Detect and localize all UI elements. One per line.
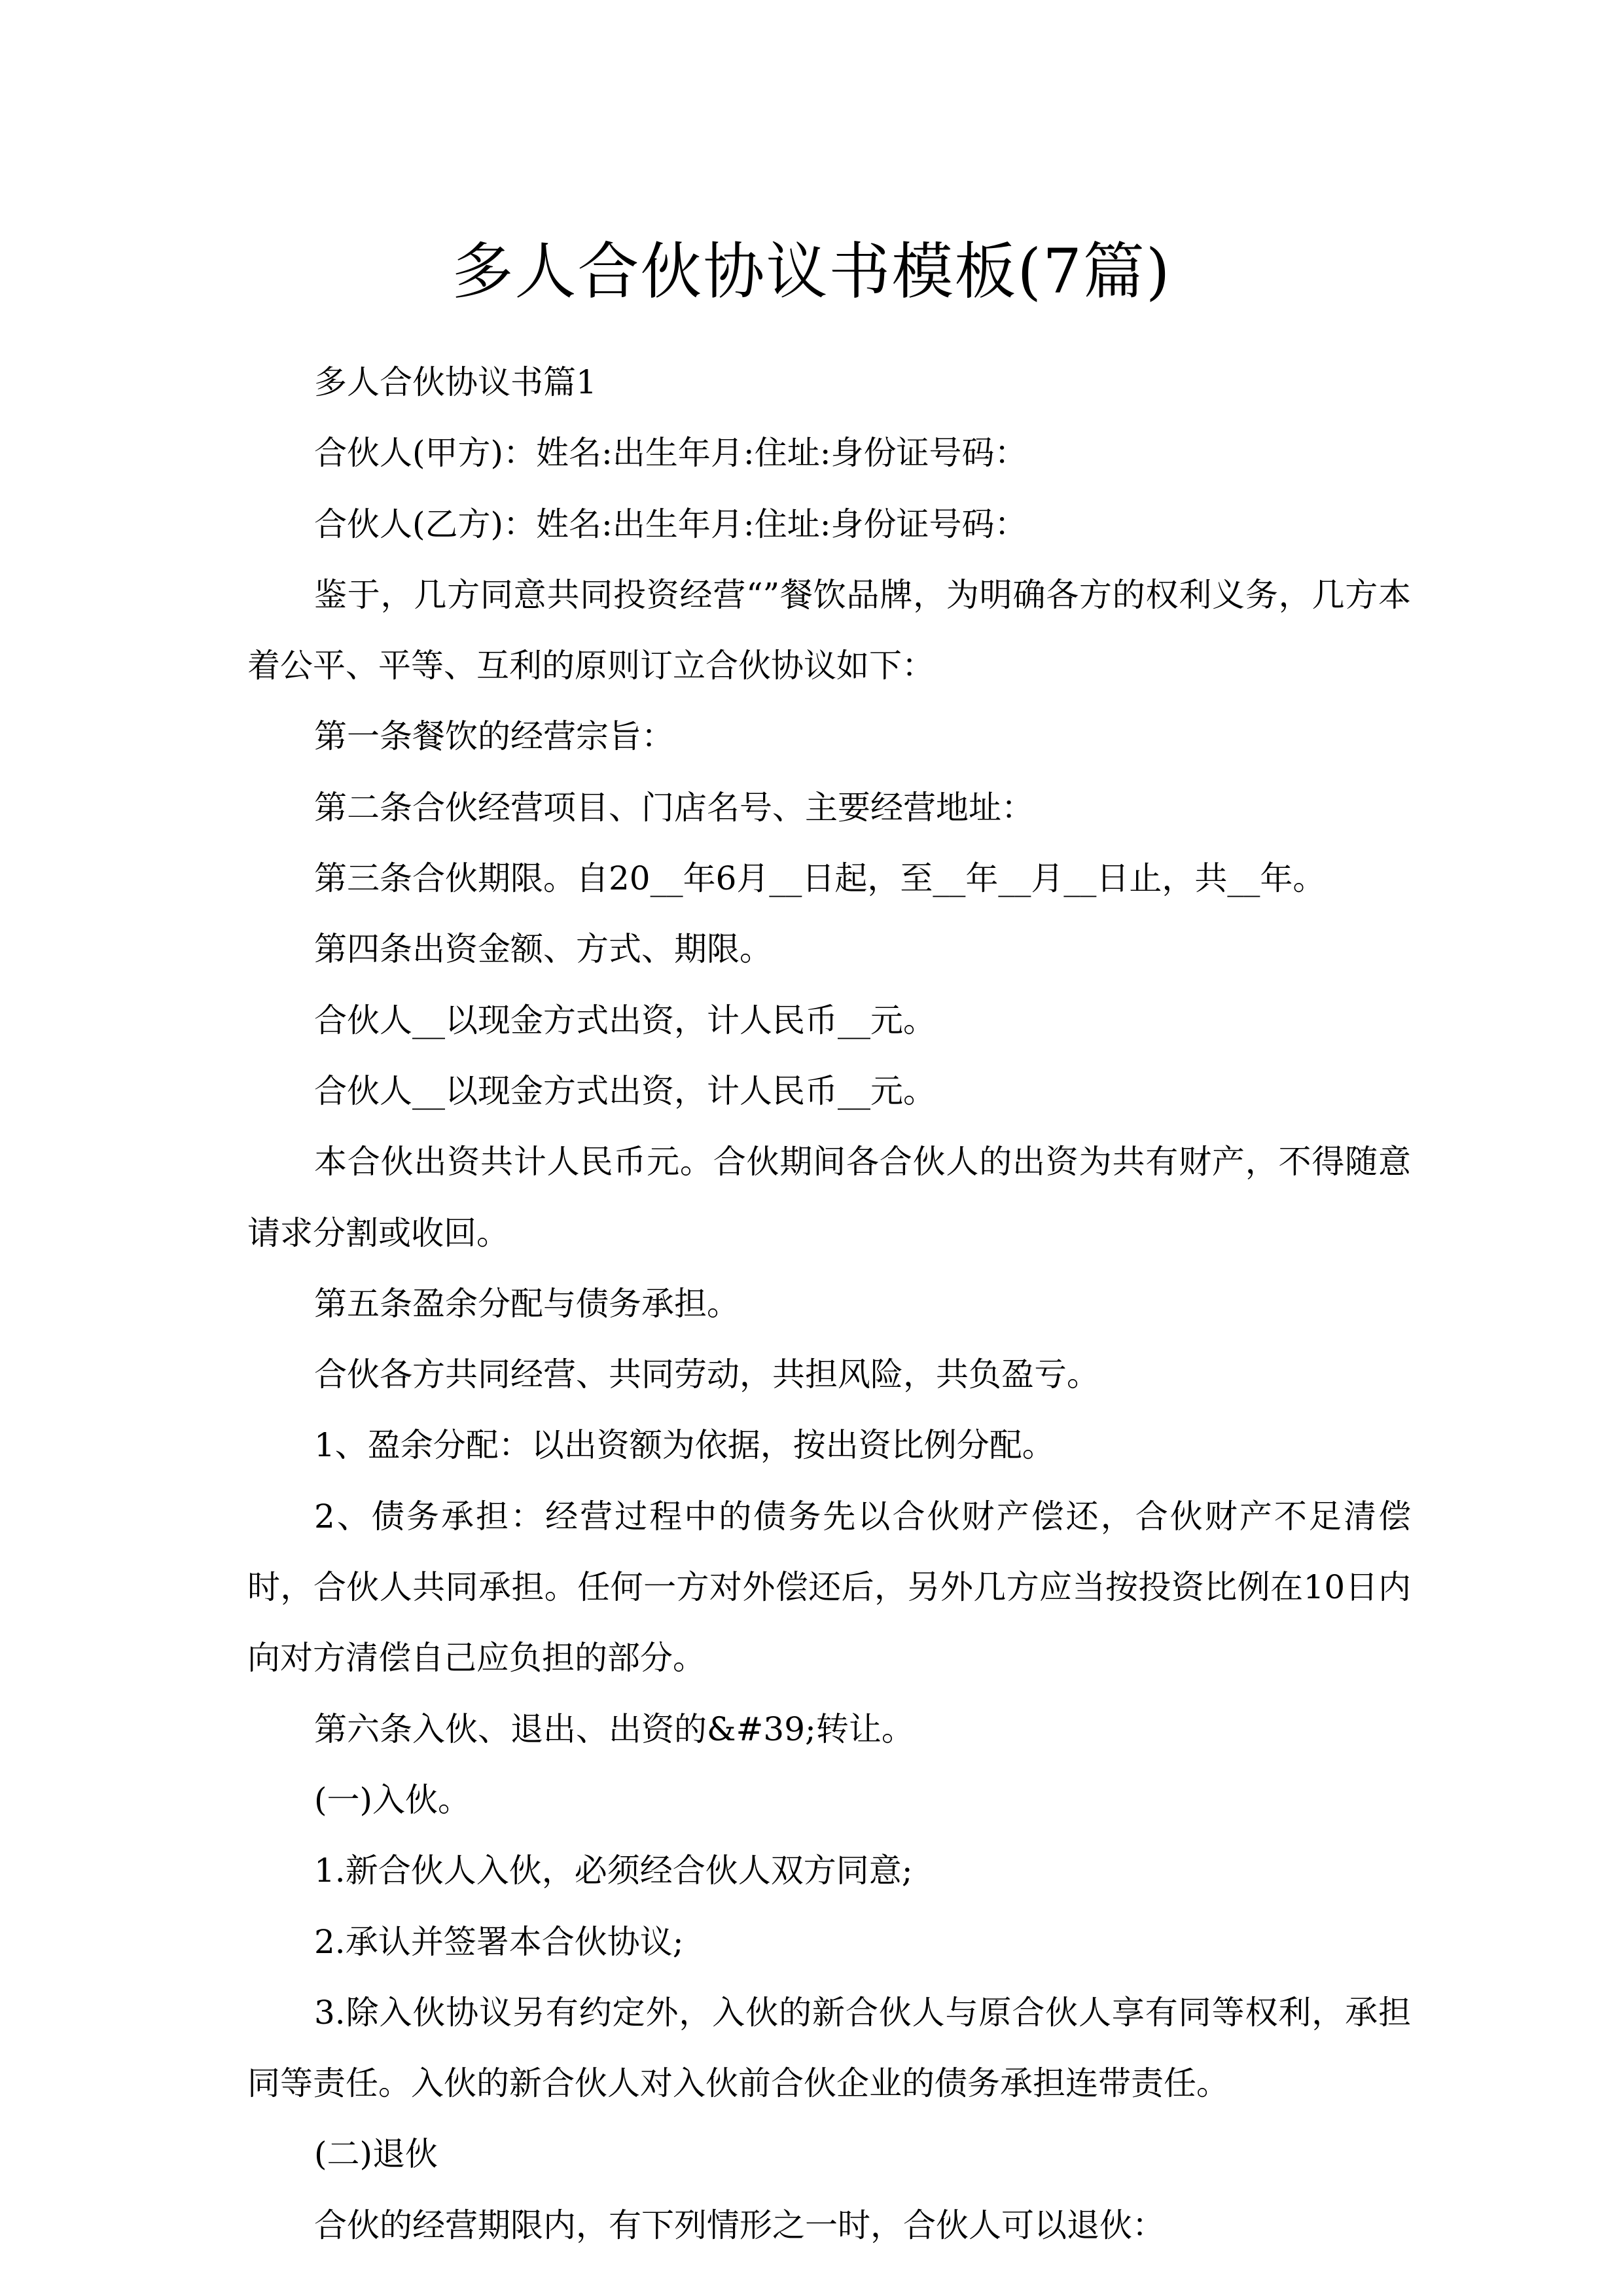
total-contribution-paragraph: 本合伙出资共计人民币元。合伙期间各合伙人的出资为共有财产，不得随意请求分割或收回。: [247, 1143, 1411, 1252]
subsection-withdrawal: (二)退伙: [314, 2135, 438, 2174]
document-body: [247, 347, 1411, 2261]
article-4: 第四条出资金额、方式、期限。: [314, 930, 772, 969]
admission-item-3: 3.除入伙协议另有约定外，入伙的新合伙人与原合伙人享有同等权利，承担同等责任。入伙的新合伙人对入伙前合伙企业的债务承担连带责任。: [247, 1993, 1411, 2103]
article-2: 第二条合伙经营项目、门店名号、主要经营地址：: [314, 788, 1034, 827]
document-title: 多人合伙协议书模板(7篇): [452, 236, 1171, 308]
withdrawal-conditions-paragraph: 合伙的经营期限内，有下列情形之一时，合伙人可以退伙：: [314, 2206, 1165, 2244]
admission-item-1: 1.新合伙人入伙，必须经合伙人双方同意;: [314, 1852, 913, 1890]
preamble-paragraph: 鉴于，几方同意共同投资经营“”餐饮品牌，为明确各方的权利义务，几方本着公平、平等、互利的原则订立合伙协议如下：: [247, 575, 1411, 685]
admission-item-2: 2.承认并签署本合伙协议;: [314, 1922, 684, 1961]
partner-a-info: 合伙人(甲方)：姓名:出生年月:住址:身份证号码：: [314, 434, 1027, 473]
debt-bearing-item: 2、债务承担：经营过程中的债务先以合伙财产偿还，合伙财产不足清偿时，合伙人共同承担。任何一方对外偿还后，另外几方应当按投资比例在10日内向对方清偿自己应负担的部分。: [247, 1497, 1411, 1677]
shared-operation-paragraph: 合伙各方共同经营、共同劳动，共担风险，共负盈亏。: [314, 1355, 1099, 1394]
section-heading-1: 多人合伙协议书篇1: [314, 363, 597, 401]
profit-distribution-item: 1、盈余分配：以出资额为依据，按出资比例分配。: [314, 1426, 1055, 1465]
contribution-line-2: 合伙人__以现金方式出资，计人民币__元。: [314, 1071, 936, 1110]
article-5: 第五条盈余分配与债务承担。: [314, 1284, 740, 1323]
article-3: 第三条合伙期限。自20__年6月__日起，至__年__月__日止，共__年。: [314, 859, 1326, 898]
partner-b-info: 合伙人(乙方)：姓名:出生年月:住址:身份证号码：: [314, 505, 1027, 543]
article-1: 第一条餐饮的经营宗旨：: [314, 717, 674, 756]
contribution-line-1: 合伙人__以现金方式出资，计人民币__元。: [314, 1001, 936, 1039]
subsection-admission: (一)入伙。: [314, 1780, 471, 1819]
article-6: 第六条入伙、退出、出资的&#39;转让。: [314, 1710, 914, 1748]
